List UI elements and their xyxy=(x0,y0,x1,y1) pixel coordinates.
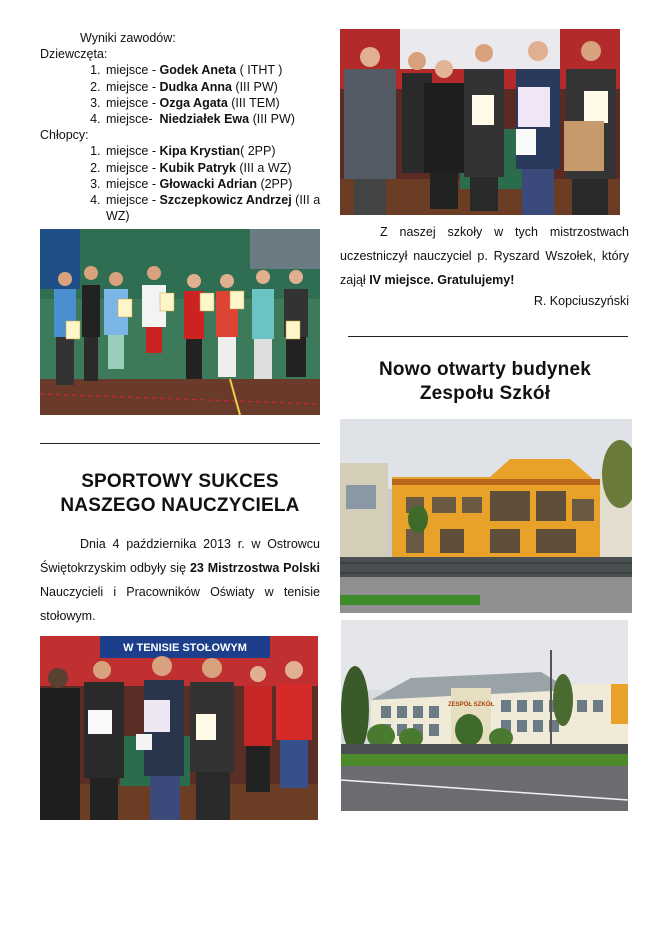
divider xyxy=(40,443,320,444)
divider xyxy=(348,336,628,337)
new-building-photo xyxy=(340,419,632,613)
boys-label: Chłopcy: xyxy=(40,128,89,143)
list-item: 1. miejsce - Godek Aneta ( ITHT ) xyxy=(104,62,325,78)
author-signature: R. Kopciuszyński xyxy=(533,294,629,308)
teacher-result-text xyxy=(340,220,629,308)
list-item: 4. miejsce - Szczepkowicz Andrzej (III a WZ) xyxy=(104,192,325,224)
list-item: 1. miejsce - Kipa Krystian( 2PP) xyxy=(104,143,325,159)
list-item: 3. miejsce - Głowacki Adrian (2PP) xyxy=(104,176,325,192)
teacher-podium-photo xyxy=(40,636,318,820)
teacher-article-heading xyxy=(40,470,320,518)
students-team-photo xyxy=(40,229,320,415)
boys-list xyxy=(40,143,325,224)
competition-results xyxy=(40,30,325,224)
banner-text: W TENISIE STOŁOWYM xyxy=(123,642,247,654)
school-sign-text: ZESPÓŁ SZKÓŁ xyxy=(447,702,495,708)
building-article-heading xyxy=(340,358,630,406)
teacher-result-paragraph: Z naszej szkoły w tych mistrzostwach uczestniczył nauczyciel p. Ryszard Wszołek, który zajął IV miejsce. Gratulujemy! xyxy=(340,225,629,287)
girls-label: Dziewczęta: xyxy=(40,47,108,62)
teacher-article-body xyxy=(40,532,320,628)
list-item: 3. miejsce - Ozga Agata (III TEM) xyxy=(104,95,325,111)
list-item: 2. miejsce - Kubik Patryk (III a WZ) xyxy=(104,160,325,176)
page-title: Nowo otwarty budynek Zespołu Szkół xyxy=(379,359,591,404)
girls-list xyxy=(40,62,325,127)
teacher-article-paragraph: Dnia 4 października 2013 r. w Ostrowcu Świętokrzyskim odbyły się 23 Mistrzostwa Polski Nauczycieli i Pracowników Oświaty w tenisie stołowym. xyxy=(40,537,320,623)
results-title: Wyniki zawodów: xyxy=(80,31,176,45)
list-item: 4. miejsce- Niedziałek Ewa (III PW) xyxy=(104,111,325,127)
page-title: SPORTOWY SUKCES NASZEGO NAUCZYCIELA xyxy=(60,471,300,516)
old-school-building-photo xyxy=(341,620,628,811)
teacher-award-photo xyxy=(340,29,620,215)
list-item: 2. miejsce - Dudka Anna (III PW) xyxy=(104,79,325,95)
